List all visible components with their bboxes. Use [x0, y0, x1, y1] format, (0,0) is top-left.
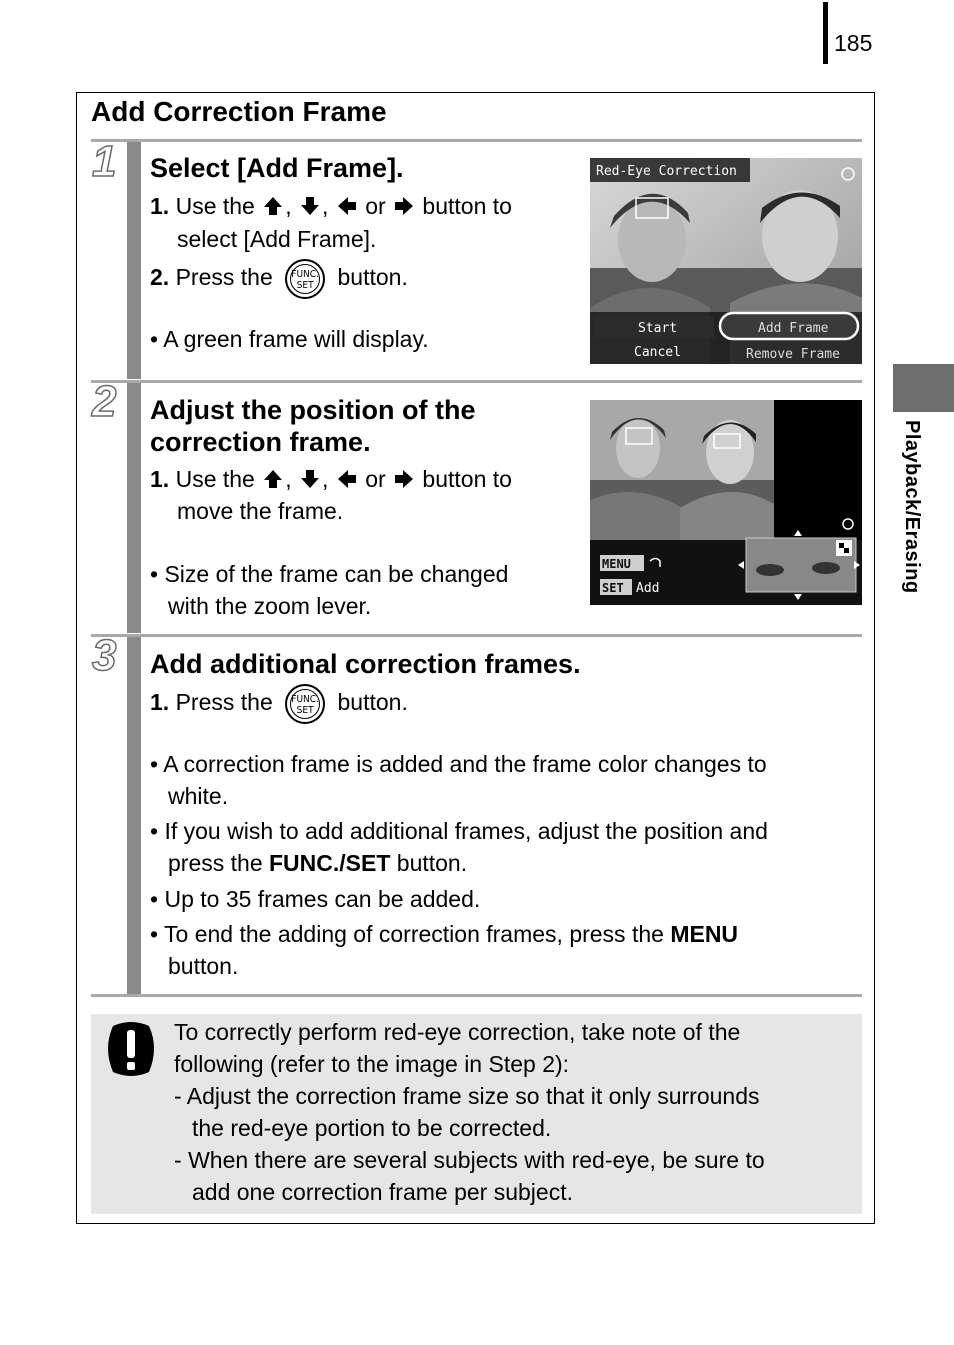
- note-item: - Adjust the correction frame size so that it only surrounds: [174, 1083, 760, 1109]
- page-number-bar: [823, 2, 828, 64]
- right-arrow-icon: [394, 196, 414, 216]
- menu-key-label: MENU: [602, 557, 631, 571]
- up-arrow-icon: [263, 469, 283, 489]
- warning-icon: [103, 1020, 159, 1078]
- divider: [91, 994, 862, 997]
- instruction-line: 1. Use the , , or button to: [150, 193, 512, 219]
- bullet-item: • To end the adding of correction frames, press the MENU: [150, 921, 739, 947]
- bullet-item-cont: with the zoom lever.: [168, 593, 372, 619]
- side-tab-label: Playback/Erasing: [901, 420, 923, 594]
- note-text: To correctly perform red-eye correction, take note of the: [174, 1019, 741, 1045]
- divider: [91, 380, 862, 383]
- step-number: 1: [92, 137, 117, 186]
- bullet-item-cont: press the FUNC./SET button.: [168, 850, 468, 876]
- func-set-icon: FUNC. SET: [285, 684, 325, 724]
- set-key-label: SET: [602, 581, 624, 595]
- step-number: 3: [92, 631, 117, 680]
- step-bar: [127, 142, 141, 379]
- left-arrow-icon: [337, 196, 357, 216]
- add-frame-button-label: Add Frame: [758, 321, 829, 336]
- instruction-line: 2. Press the FUNC. SET button.: [150, 255, 408, 299]
- add-label: Add: [636, 581, 660, 596]
- bullet-item: • If you wish to add additional frames, adjust the position and: [150, 818, 768, 844]
- side-tab-marker: [893, 364, 954, 412]
- step-heading: correction frame.: [150, 427, 371, 457]
- box-title: Add Correction Frame: [91, 96, 387, 127]
- step-heading: Adjust the position of the: [150, 395, 476, 425]
- page-number: 185: [834, 30, 873, 56]
- step-bar: [127, 637, 141, 994]
- divider: [91, 634, 862, 637]
- bullet-item: • A correction frame is added and the frame color changes to: [150, 751, 767, 777]
- bullet-item-cont: white.: [168, 783, 229, 809]
- instruction-line: select [Add Frame].: [177, 226, 377, 252]
- right-arrow-icon: [394, 469, 414, 489]
- down-arrow-icon: [300, 196, 320, 216]
- step-heading: Select [Add Frame].: [150, 153, 404, 183]
- remove-frame-button-label: Remove Frame: [746, 347, 840, 362]
- start-button-label: Start: [638, 321, 678, 336]
- screen-title: Red-Eye Correction: [596, 164, 737, 179]
- cancel-button-label: Cancel: [634, 345, 681, 360]
- bullet-item-cont: button.: [168, 953, 239, 979]
- instruction-line: 1. Press the FUNC. SET button.: [150, 680, 408, 724]
- divider: [91, 139, 862, 142]
- note-text: following (refer to the image in Step 2):: [174, 1051, 570, 1077]
- camera-screen-move-frame: [590, 400, 862, 605]
- bullet-item: • Size of the frame can be changed: [150, 561, 509, 587]
- camera-screen-add-frame: [590, 158, 862, 364]
- left-arrow-icon: [337, 469, 357, 489]
- step-heading: Add additional correction frames.: [150, 649, 581, 679]
- down-arrow-icon: [300, 469, 320, 489]
- note-item: - When there are several subjects with red-eye, be sure to: [174, 1147, 765, 1173]
- bullet-item: • A green frame will display.: [150, 326, 429, 352]
- note-item-cont: the red-eye portion to be corrected.: [192, 1115, 552, 1141]
- bullet-item: • Up to 35 frames can be added.: [150, 886, 481, 912]
- func-set-icon: FUNC. SET: [285, 259, 325, 299]
- step-bar: [127, 383, 141, 633]
- note-item-cont: add one correction frame per subject.: [192, 1179, 573, 1205]
- instruction-line: move the frame.: [177, 498, 344, 524]
- up-arrow-icon: [263, 196, 283, 216]
- step-number: 2: [92, 377, 117, 426]
- instruction-line: 1. Use the , , or button to: [150, 466, 512, 492]
